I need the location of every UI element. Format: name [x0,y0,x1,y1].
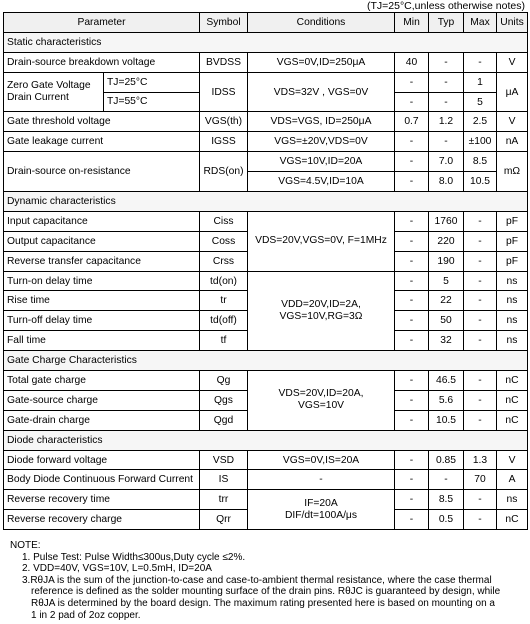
unit: pF [497,251,528,271]
max: 70 [464,470,497,490]
condition-note: (TJ=25°C,unless otherwise notes) [367,0,525,12]
table-row [4,211,528,231]
min: - [395,231,429,251]
symbol: td(on) [200,271,248,291]
typ: - [429,470,464,490]
unit: nC [497,510,528,530]
header-units: Units [497,13,528,33]
typ: 5 [429,271,464,291]
typ: 0.5 [429,510,464,530]
max: 5 [464,92,497,112]
section-row [4,32,528,52]
symbol: Qg [200,371,248,391]
min: - [395,470,429,490]
typ: - [429,92,464,112]
max: - [464,311,497,331]
symbol: Crss [200,251,248,271]
note-3-line-4: 1 in 2 pad of 2oz copper. [31,609,141,621]
unit: nC [497,371,528,391]
conditions: VGS=0V,ID=250μA [248,52,395,72]
typ: 8.0 [429,172,464,192]
param: Input capacitance [4,211,200,231]
unit: V [497,52,528,72]
min: - [395,132,429,152]
unit: nC [497,410,528,430]
unit: V [497,450,528,470]
symbol: RDS(on) [200,152,248,192]
param: Gate-drain charge [4,410,200,430]
typ: 32 [429,331,464,351]
note-3-line-3: RθJA is determined by the board design. The maximum rating presented here is based on mounting on a [31,597,495,609]
symbol: IDSS [200,72,248,112]
conditions: VGS=±20V,VDS=0V [248,132,395,152]
typ: 50 [429,311,464,331]
conditions: VGS=10V,ID=20A [248,152,395,172]
min: 40 [395,52,429,72]
table-row [4,271,528,291]
max: - [464,331,497,351]
max: ±100 [464,132,497,152]
unit: nC [497,390,528,410]
max: - [464,390,497,410]
conditions: VDD=20V,ID=2A, VGS=10V,RG=3Ω [248,271,395,351]
characteristics-table [3,12,528,530]
min: - [395,92,429,112]
conditions: VDS=VGS, ID=250μA [248,112,395,132]
header-parameter: Parameter [4,13,200,33]
typ: 10.5 [429,410,464,430]
unit: ns [497,490,528,510]
max: - [464,211,497,231]
typ: 1760 [429,211,464,231]
param: Output capacitance [4,231,200,251]
table-row [4,132,528,152]
symbol: tf [200,331,248,351]
typ: 22 [429,291,464,311]
unit: nA [497,132,528,152]
param: Drain-source on-resistance [4,152,200,192]
max: - [464,231,497,251]
param: Gate leakage current [4,132,200,152]
note-3-line-2: reference is defined as the solder mounting surface of the drain pins. RθJC is guaranteed by design, while [31,586,501,598]
max: 10.5 [464,172,497,192]
param: Rise time [4,291,200,311]
typ: 46.5 [429,371,464,391]
min: - [395,331,429,351]
header-symbol: Symbol [200,13,248,33]
param: Drain-source breakdown voltage [4,52,200,72]
symbol: Qrr [200,510,248,530]
param: Reverse recovery charge [4,510,200,530]
conditions: VGS=0V,IS=20A [248,450,395,470]
section-row [4,351,528,371]
min: - [395,271,429,291]
param: Reverse recovery time [4,490,200,510]
min: - [395,72,429,92]
table-row [4,152,528,172]
conditions: - [248,470,395,490]
symbol: tr [200,291,248,311]
conditions: VDS=20V,VGS=0V, F=1MHz [248,211,395,271]
param: Total gate charge [4,371,200,391]
conditions: VDS=32V , VGS=0V [248,72,395,112]
header-row [4,13,528,33]
unit: pF [497,231,528,251]
typ: 5.6 [429,390,464,410]
typ: 190 [429,251,464,271]
min: - [395,311,429,331]
section-row [4,192,528,212]
param: Reverse transfer capacitance [4,251,200,271]
min: - [395,490,429,510]
symbol: IGSS [200,132,248,152]
unit: mΩ [497,152,528,192]
section-title: Diode characteristics [4,430,528,450]
section-title: Static characteristics [4,32,528,52]
header-conditions: Conditions [248,13,395,33]
param: Diode forward voltage [4,450,200,470]
max: - [464,371,497,391]
symbol: trr [200,490,248,510]
symbol: VGS(th) [200,112,248,132]
min: - [395,211,429,231]
note-2: 2. VDD=40V, VGS=10V, L=0.5mH, ID=20A [22,563,212,575]
min: - [395,152,429,172]
unit: ns [497,271,528,291]
max: 1.3 [464,450,497,470]
max: 8.5 [464,152,497,172]
table-row [4,450,528,470]
temp-55: TJ=55°C [107,96,148,108]
param [4,72,200,112]
min: - [395,390,429,410]
header-max: Max [464,13,497,33]
symbol: Qgd [200,410,248,430]
unit: A [497,470,528,490]
max: 1 [464,72,497,92]
symbol: Ciss [200,211,248,231]
max: - [464,410,497,430]
max: - [464,251,497,271]
symbol: td(off) [200,311,248,331]
typ: 0.85 [429,450,464,470]
section-title: Dynamic characteristics [4,192,528,212]
typ: - [429,52,464,72]
max: - [464,52,497,72]
param-label: Zero Gate Voltage Drain Current [4,73,104,111]
min: - [395,450,429,470]
min: - [395,251,429,271]
min: - [395,510,429,530]
param: Gate-source charge [4,390,200,410]
param: Turn-off delay time [4,311,200,331]
max: 2.5 [464,112,497,132]
max: - [464,271,497,291]
table-row [4,52,528,72]
symbol: VSD [200,450,248,470]
typ: - [429,132,464,152]
min: - [395,291,429,311]
header-min: Min [395,13,429,33]
min: - [395,172,429,192]
unit: μA [497,72,528,112]
note-3-line-1: 3.RθJA is the sum of the junction-to-case and case-to-ambient thermal resistance, where the case thermal [22,574,492,586]
unit: pF [497,211,528,231]
param: Body Diode Continuous Forward Current [4,470,200,490]
typ: 220 [429,231,464,251]
symbol: BVDSS [200,52,248,72]
max: - [464,490,497,510]
typ: 1.2 [429,112,464,132]
notes-title: NOTE: [10,540,41,551]
min: 0.7 [395,112,429,132]
conditions: VDS=20V,ID=20A, VGS=10V [248,371,395,431]
temp-25: TJ=25°C [104,73,199,93]
symbol: IS [200,470,248,490]
table-row [4,371,528,391]
section-row [4,430,528,450]
min: - [395,371,429,391]
table-row [4,72,528,92]
typ: 7.0 [429,152,464,172]
conditions: VGS=4.5V,ID=10A [248,172,395,192]
param: Gate threshold voltage [4,112,200,132]
param: Fall time [4,331,200,351]
header-typ: Typ [429,13,464,33]
conditions: IF=20A DIF/dt=100A/μs [248,490,395,530]
min: - [395,410,429,430]
unit: ns [497,311,528,331]
table-row [4,490,528,510]
param: Turn-on delay time [4,271,200,291]
section-title: Gate Charge Characteristics [4,351,528,371]
unit: ns [497,291,528,311]
table-row [4,470,528,490]
notes [10,540,525,621]
unit: V [497,112,528,132]
unit: ns [497,331,528,351]
typ: 8.5 [429,490,464,510]
max: - [464,291,497,311]
symbol: Qgs [200,390,248,410]
symbol: Coss [200,231,248,251]
table-row [4,112,528,132]
max: - [464,510,497,530]
typ: - [429,72,464,92]
note-1: 1. Pulse Test: Pulse Width≤300us,Duty cycle ≤2%. [22,551,246,563]
